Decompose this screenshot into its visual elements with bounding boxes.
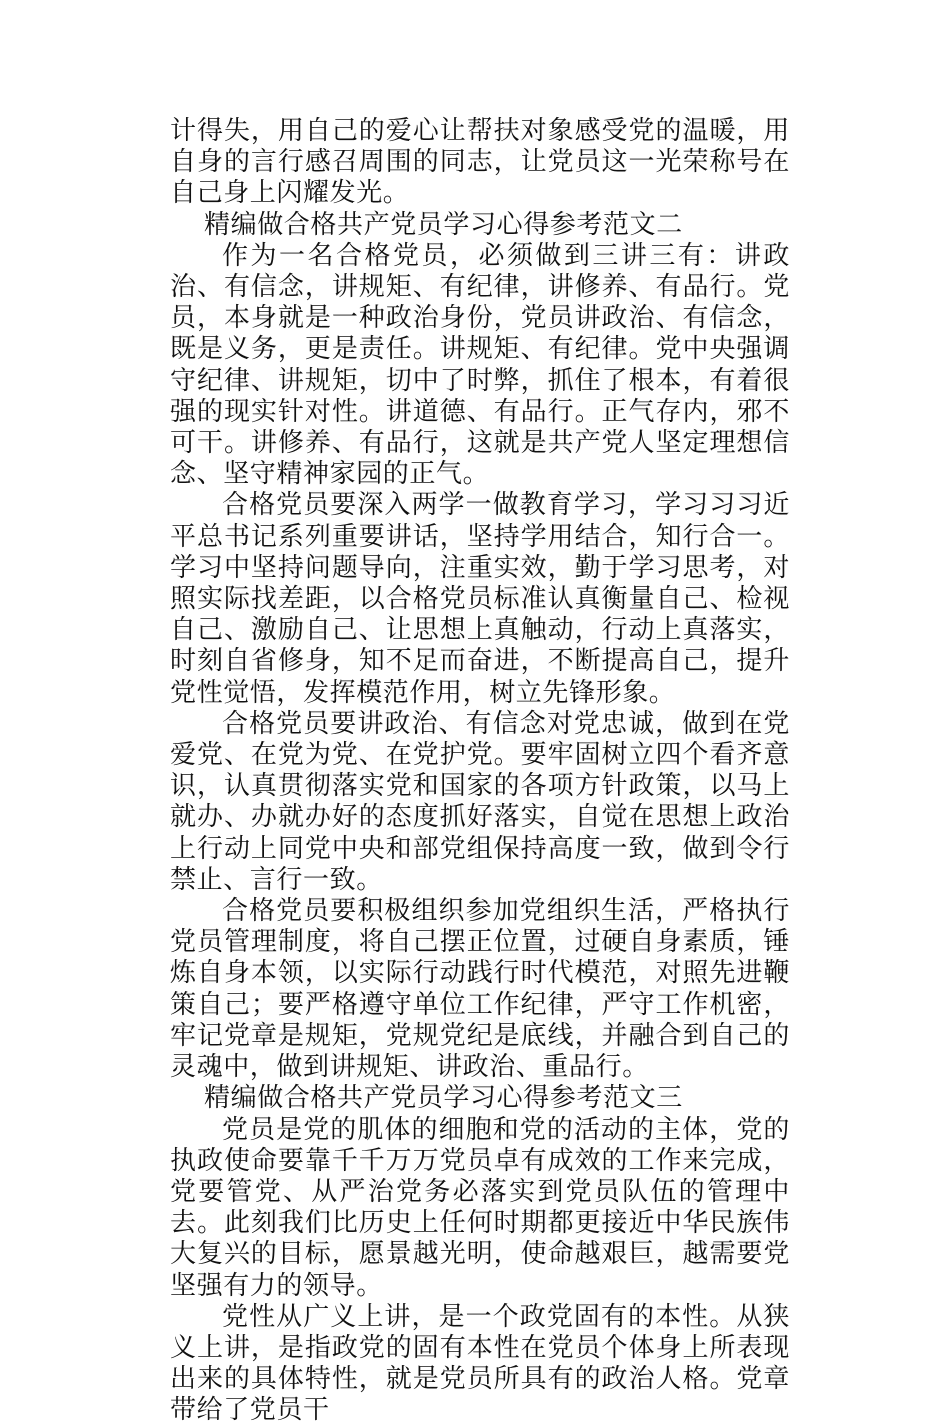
paragraph: 合格党员要积极组织参加党组织生活，严格执行党员管理制度，将自己摆正位置，过硬自身素质，锤炼自身本领，以实际行动践行时代模范，对照先进鞭策自己；要严格遵守单位工作纪律，严守工作机密，牢记党章是规矩，党规党纪是底线，并融合到自己的灵魂中，做到讲规矩、讲政治、重品行。 xyxy=(170,896,790,1083)
paragraph: 合格党员要深入两学一做教育学习，学习习习近平总书记系列重要讲话，坚持学用结合，知行合一。学习中坚持问题导向，注重实效，勤于学习思考，对照实际找差距，以合格党员标准认真衡量自己、检视自己、激励自己、让思想上真触动，行动上真落实，时刻自省修身，知不足而奋进，不断提高自己，提升党性觉悟，发挥模范作用，树立先锋形象。 xyxy=(170,490,790,708)
section-heading-2: 精编做合格共产党员学习心得参考范文二 xyxy=(204,209,683,240)
paragraph-continuation: 计得失，用自己的爱心让帮扶对象感受党的温暖，用自身的言行感召周围的同志，让党员这一光荣称号在自己身上闪耀发光。 xyxy=(170,116,790,209)
document-body xyxy=(170,116,790,1427)
paragraph: 党性从广义上讲，是一个政党固有的本性。从狭义上讲，是指政党的固有本性在党员个体身上所表现出来的具体特性，就是党员所具有的政治人格。党章带给了党员干 xyxy=(170,1301,790,1426)
section-heading-3: 精编做合格共产党员学习心得参考范文三 xyxy=(204,1083,683,1114)
paragraph: 作为一名合格党员，必须做到三讲三有：讲政治、有信念，讲规矩、有纪律，讲修养、有品行。党员，本身就是一种政治身份，党员讲政治、有信念，既是义务，更是责任。讲规矩、有纪律。党中央强调守纪律、讲规矩，切中了时弊，抓住了根本，有着很强的现实针对性。讲道德、有品行。正气存内，邪不可干。讲修养、有品行，这就是共产党人坚定理想信念、坚守精神家园的正气。 xyxy=(170,240,790,490)
paragraph: 合格党员要讲政治、有信念对党忠诚，做到在党爱党、在党为党、在党护党。要牢固树立四个看齐意识，认真贯彻落实党和国家的各项方针政策，以马上就办、办就办好的态度抓好落实，自觉在思想上政治上行动上同党中央和部党组保持高度一致，做到令行禁止、言行一致。 xyxy=(170,708,790,895)
paragraph: 党员是党的肌体的细胞和党的活动的主体，党的执政使命要靠千千万万党员卓有成效的工作来完成，党要管党、从严治党务必落实到党员队伍的管理中去。此刻我们比历史上任何时期都更接近中华民族伟大复兴的目标，愿景越光明，使命越艰巨，越需要党坚强有力的领导。 xyxy=(170,1114,790,1301)
